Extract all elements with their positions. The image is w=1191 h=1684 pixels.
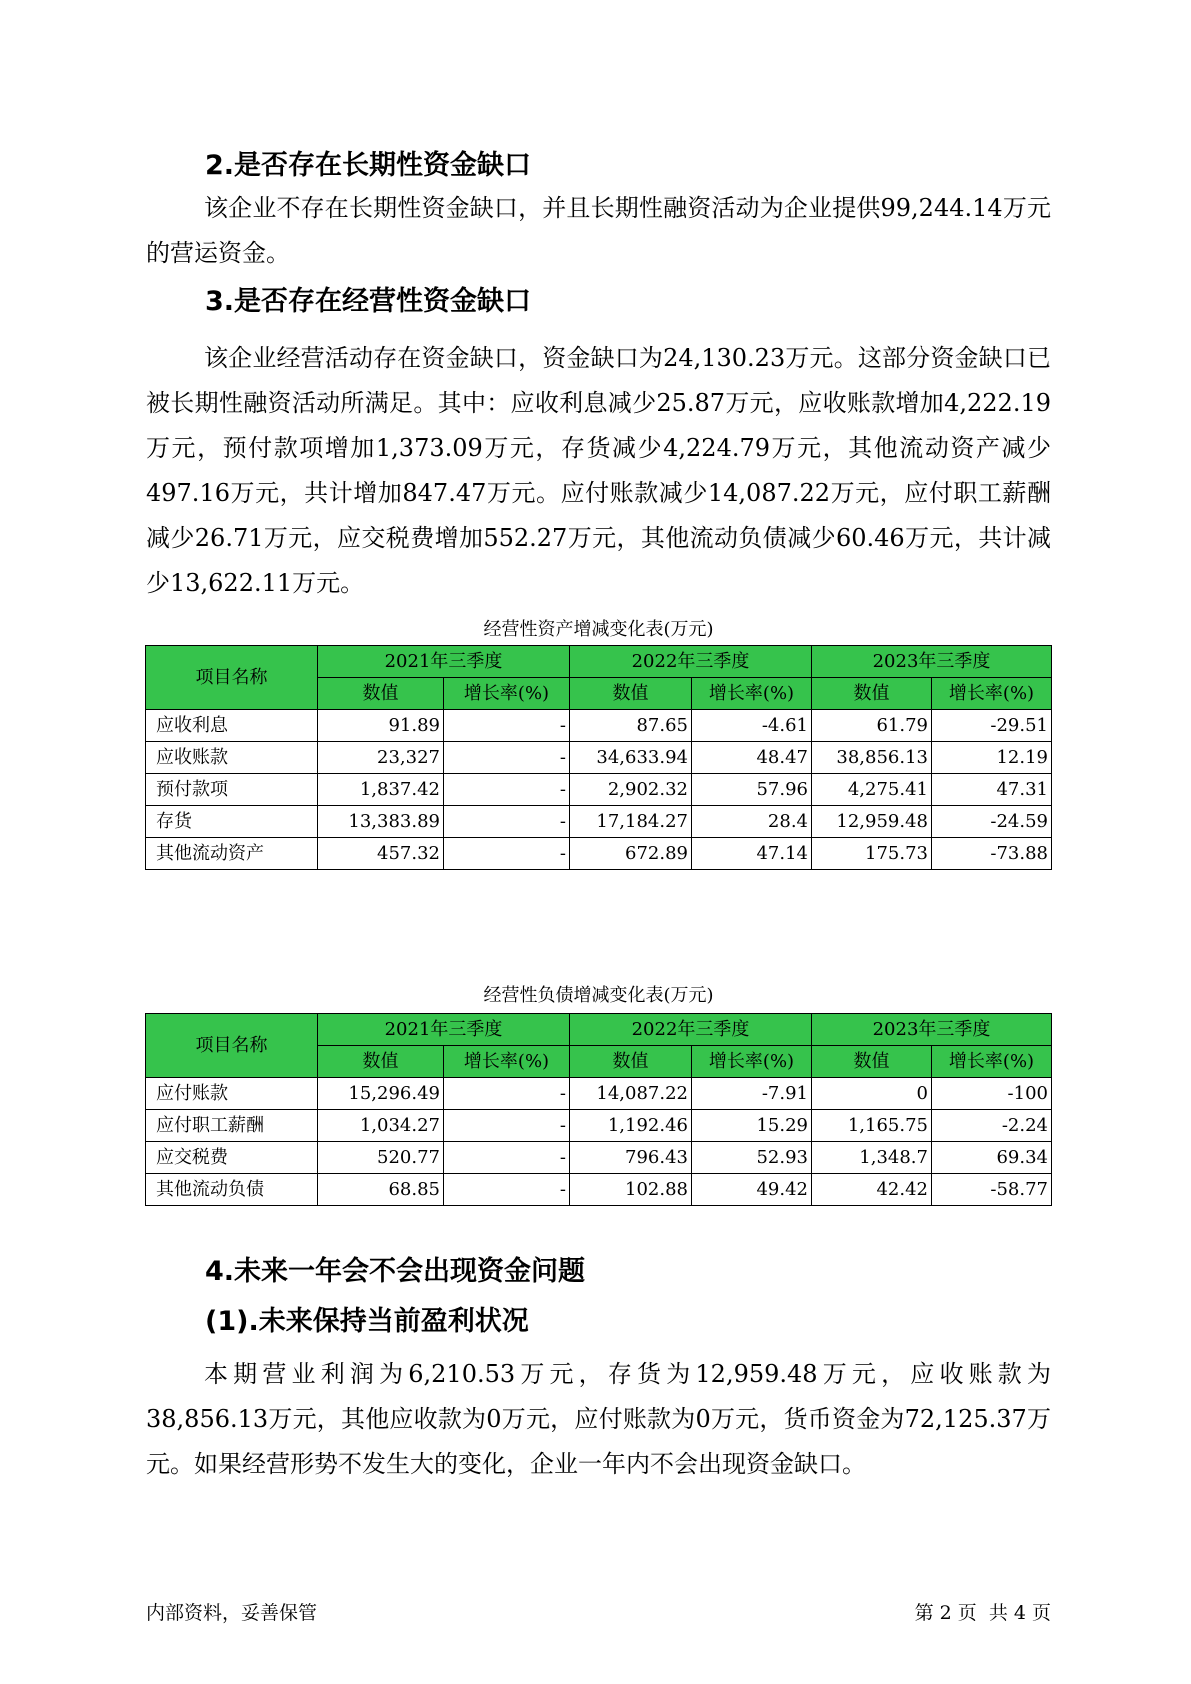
cell: 52.93 [692,1142,812,1174]
liability-table-body [146,1078,1052,1206]
section-2-heading: 2.是否存在长期性资金缺口 [205,150,532,181]
cell: 61.79 [812,710,932,742]
cell: 1,034.27 [318,1110,444,1142]
liability-table-caption: 经营性负债增减变化表(万元) [483,985,714,1006]
table-row [146,1174,1052,1206]
cell: 48.47 [692,742,812,774]
header-value: 数值 [570,678,692,710]
row-name: 应付账款 [146,1078,318,1110]
section-2-paragraph: 该企业不存在长期性资金缺口，并且长期性融资活动为企业提供99,244.14万元的营运资金。 [146,194,1051,267]
cell: 672.89 [570,838,692,870]
header-growth: 增长率(%) [692,1046,812,1078]
header-value: 数值 [812,678,932,710]
cell: 87.65 [570,710,692,742]
table-row [146,1078,1052,1110]
cell: - [444,774,570,806]
cell: 1,837.42 [318,774,444,806]
cell: 68.85 [318,1174,444,1206]
cell: 1,348.7 [812,1142,932,1174]
header-growth: 增长率(%) [932,678,1052,710]
section-3-heading: 3.是否存在经营性资金缺口 [205,286,532,317]
row-name: 其他流动资产 [146,838,318,870]
row-name: 应交税费 [146,1142,318,1174]
header-growth: 增长率(%) [444,1046,570,1078]
table-row [146,774,1052,806]
cell: - [444,1142,570,1174]
header-period-2022: 2022年三季度 [570,1014,812,1046]
cell: -2.24 [932,1110,1052,1142]
header-growth: 增长率(%) [932,1046,1052,1078]
cell: -58.77 [932,1174,1052,1206]
cell: 15.29 [692,1110,812,1142]
cell: 15,296.49 [318,1078,444,1110]
asset-change-table [145,645,1052,870]
row-name: 应收利息 [146,710,318,742]
section-4-subheading: (1).未来保持当前盈利状况 [205,1306,529,1337]
section-4-paragraph: 本期营业利润为6,210.53万元，存货为12,959.48万元，应收账款为38,856.13万元，其他应收款为0万元，应付账款为0万元，货币资金为72,125.37万元。如果经营形势不发生大的变化，企业一年内不会出现资金缺口。 [146,1360,1051,1478]
footer-confidential-note: 内部资料，妥善保管 [146,1602,318,1624]
cell: - [444,1174,570,1206]
cell: -4.61 [692,710,812,742]
cell: 47.14 [692,838,812,870]
header-period-2021: 2021年三季度 [318,646,570,678]
header-growth: 增长率(%) [692,678,812,710]
cell: 0 [812,1078,932,1110]
section-4-heading: 4.未来一年会不会出现资金问题 [205,1256,586,1287]
cell: - [444,1078,570,1110]
row-name: 应付职工薪酬 [146,1110,318,1142]
cell: 102.88 [570,1174,692,1206]
row-name: 应收账款 [146,742,318,774]
cell: 175.73 [812,838,932,870]
cell: - [444,1110,570,1142]
cell: 4,275.41 [812,774,932,806]
cell: 47.31 [932,774,1052,806]
header-value: 数值 [812,1046,932,1078]
cell: - [444,710,570,742]
cell: 2,902.32 [570,774,692,806]
cell: 1,192.46 [570,1110,692,1142]
cell: 38,856.13 [812,742,932,774]
cell: 14,087.22 [570,1078,692,1110]
header-item-name: 项目名称 [146,1014,318,1078]
cell: -24.59 [932,806,1052,838]
cell: 17,184.27 [570,806,692,838]
table-row [146,710,1052,742]
cell: - [444,838,570,870]
cell: 12,959.48 [812,806,932,838]
table-row [146,838,1052,870]
cell: 520.77 [318,1142,444,1174]
header-item-name: 项目名称 [146,646,318,710]
cell: -73.88 [932,838,1052,870]
table-row [146,742,1052,774]
cell: 1,165.75 [812,1110,932,1142]
cell: - [444,806,570,838]
header-period-2023: 2023年三季度 [812,646,1052,678]
cell: 457.32 [318,838,444,870]
cell: 57.96 [692,774,812,806]
header-value: 数值 [318,678,444,710]
section-3-paragraph: 该企业经营活动存在资金缺口，资金缺口为24,130.23万元。这部分资金缺口已被长期性融资活动所满足。其中：应收利息减少25.87万元，应收账款增加4,222.19万元，预付款项增加1,373.09万元，存货减少4,224.79万元，其他流动资产减少497.16万元，共计增加847.47万元。应付账款减少14,087.22万元，应付职工薪酬减少26.71万元，应交税费增加552.27万元，其他流动负债减少60.46万元，共计减少13,622.11万元。 [146,344,1051,597]
asset-table-body [146,710,1052,870]
liability-change-table [145,1013,1052,1206]
cell: 28.4 [692,806,812,838]
cell: 23,327 [318,742,444,774]
cell: 796.43 [570,1142,692,1174]
cell: 42.42 [812,1174,932,1206]
cell: - [444,742,570,774]
table-row [146,806,1052,838]
row-name: 存货 [146,806,318,838]
cell: -7.91 [692,1078,812,1110]
cell: 91.89 [318,710,444,742]
asset-table-caption: 经营性资产增减变化表(万元) [483,619,714,640]
cell: 13,383.89 [318,806,444,838]
header-period-2022: 2022年三季度 [570,646,812,678]
header-period-2021: 2021年三季度 [318,1014,570,1046]
row-name: 预付款项 [146,774,318,806]
row-name: 其他流动负债 [146,1174,318,1206]
header-period-2023: 2023年三季度 [812,1014,1052,1046]
cell: 34,633.94 [570,742,692,774]
table-row [146,1110,1052,1142]
cell: -29.51 [932,710,1052,742]
cell: 49.42 [692,1174,812,1206]
footer-page-number: 第 2 页 共 4 页 [914,1602,1051,1624]
cell: 69.34 [932,1142,1052,1174]
cell: 12.19 [932,742,1052,774]
header-value: 数值 [318,1046,444,1078]
header-value: 数值 [570,1046,692,1078]
header-growth: 增长率(%) [444,678,570,710]
cell: -100 [932,1078,1052,1110]
table-row [146,1142,1052,1174]
